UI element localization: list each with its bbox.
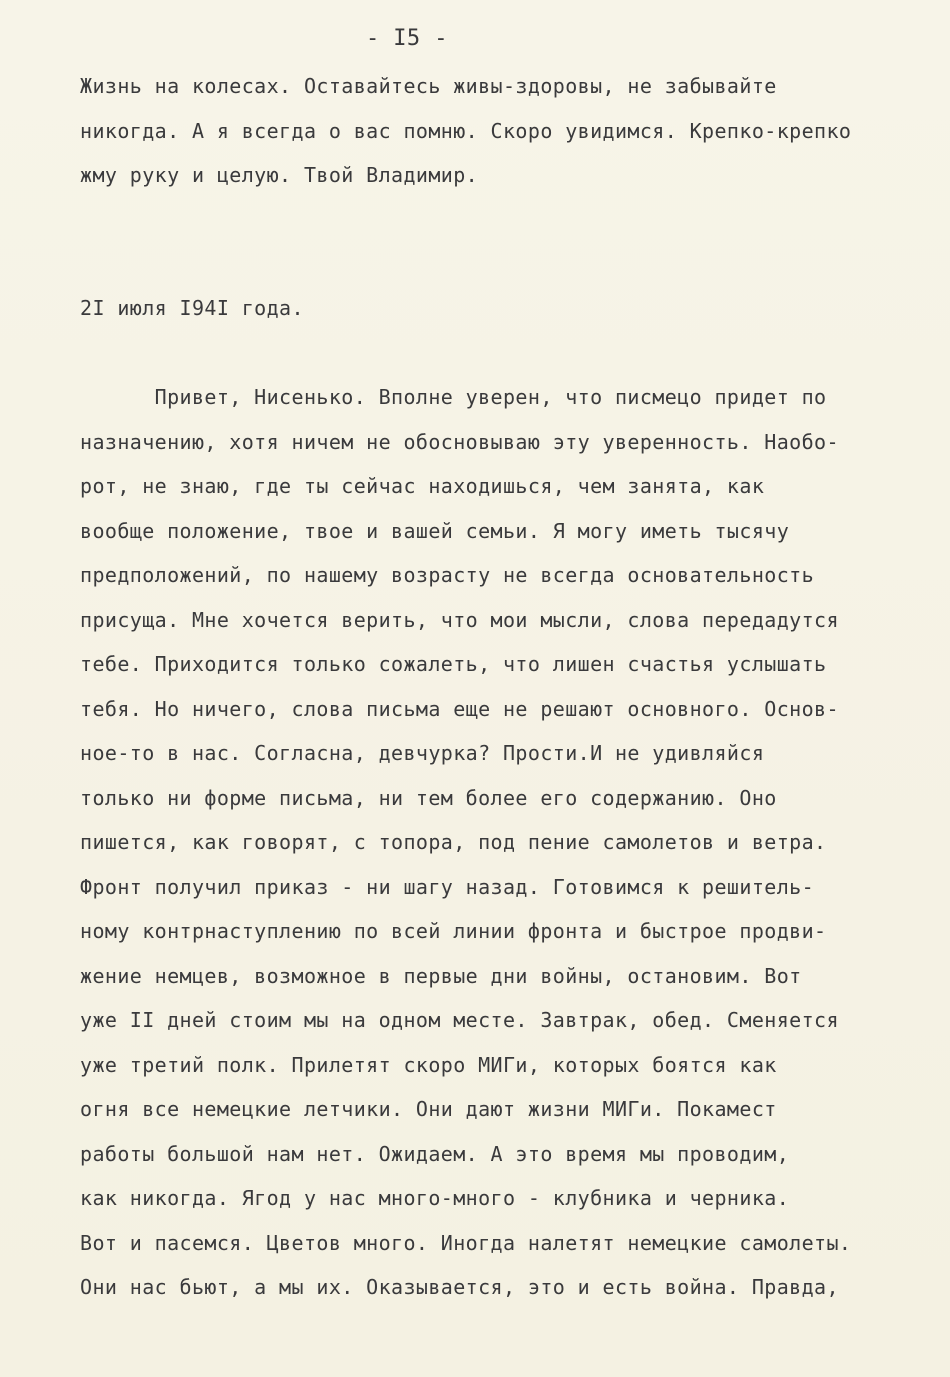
text-line: никогда. А я всегда о вас помню. Скоро увидимся. Крепко-крепко [80,118,852,143]
letter-body [80,375,851,1310]
text-line: Фронт получил приказ - ни шагу назад. Готовимся к решитель- [80,874,815,899]
text-line: вообще положение, твое и вашей семьи. Я могу иметь тысячу [80,518,790,543]
text-line: уже II дней стоим мы на одном месте. Завтрак, обед. Сменяется [80,1008,839,1032]
text-line: огня все немецкие летчики. Они дают жизни МИГи. Покамест [80,1097,777,1121]
text-line: только ни форме письма, ни тем более его содержанию. Оно [80,785,777,810]
text-line: предположений, по нашему возрасту не всегда основательность [80,563,815,587]
text-line: жение немцев, возможное в первые дни войны, остановим. Вот [80,963,802,988]
letter-closing-block [80,64,851,198]
text-line: Привет, Нисенько. Вполне уверен, что писмецо придет по [80,385,827,409]
text-line: ному контрнаступлению по всей линии фронта и быстрое продви- [80,919,827,943]
text-line: тебе. Приходится только сожалеть, что лишен счастья услышать [80,652,827,676]
text-line: как никогда. Ягод у нас много-много - клубника и черника. [80,1186,790,1210]
text-line: Они нас бьют, а мы их. Оказывается, это и есть война. Правда, [80,1275,839,1299]
text-line: Вот и пасемся. Цветов много. Иногда налетят немецкие самолеты. [80,1230,852,1255]
letter-date-block [80,286,304,331]
text-line: жму руку и целую. Твой Владимир. [80,163,479,187]
text-line: назначению, хотя ничем не обосновываю эту уверенность. Наобо- [80,429,839,454]
text-line: уже третий полк. Прилетят скоро МИГи, которых боятся как [80,1052,777,1077]
text-line: присуща. Мне хочется верить, что мои мысли, слова передадутся [80,607,839,632]
text-line: Жизнь на колесах. Оставайтесь живы-здоровы, не забывайте [80,74,777,98]
page-number: - I5 - [366,26,448,51]
text-line: ное-то в нас. Согласна, девчурка? Прости.И не удивляйся [80,741,765,765]
letter-date: 2I июля I94I года. [80,296,304,320]
text-line: тебя. Но ничего, слова письма еще не решают основного. Основ- [80,696,839,721]
text-line: пишется, как говорят, с топора, под пение самолетов и ветра. [80,830,827,854]
text-line: рот, не знаю, где ты сейчас находишься, чем занята, как [80,474,765,498]
text-line: работы большой нам нет. Ожидаем. А это время мы проводим, [80,1141,790,1166]
